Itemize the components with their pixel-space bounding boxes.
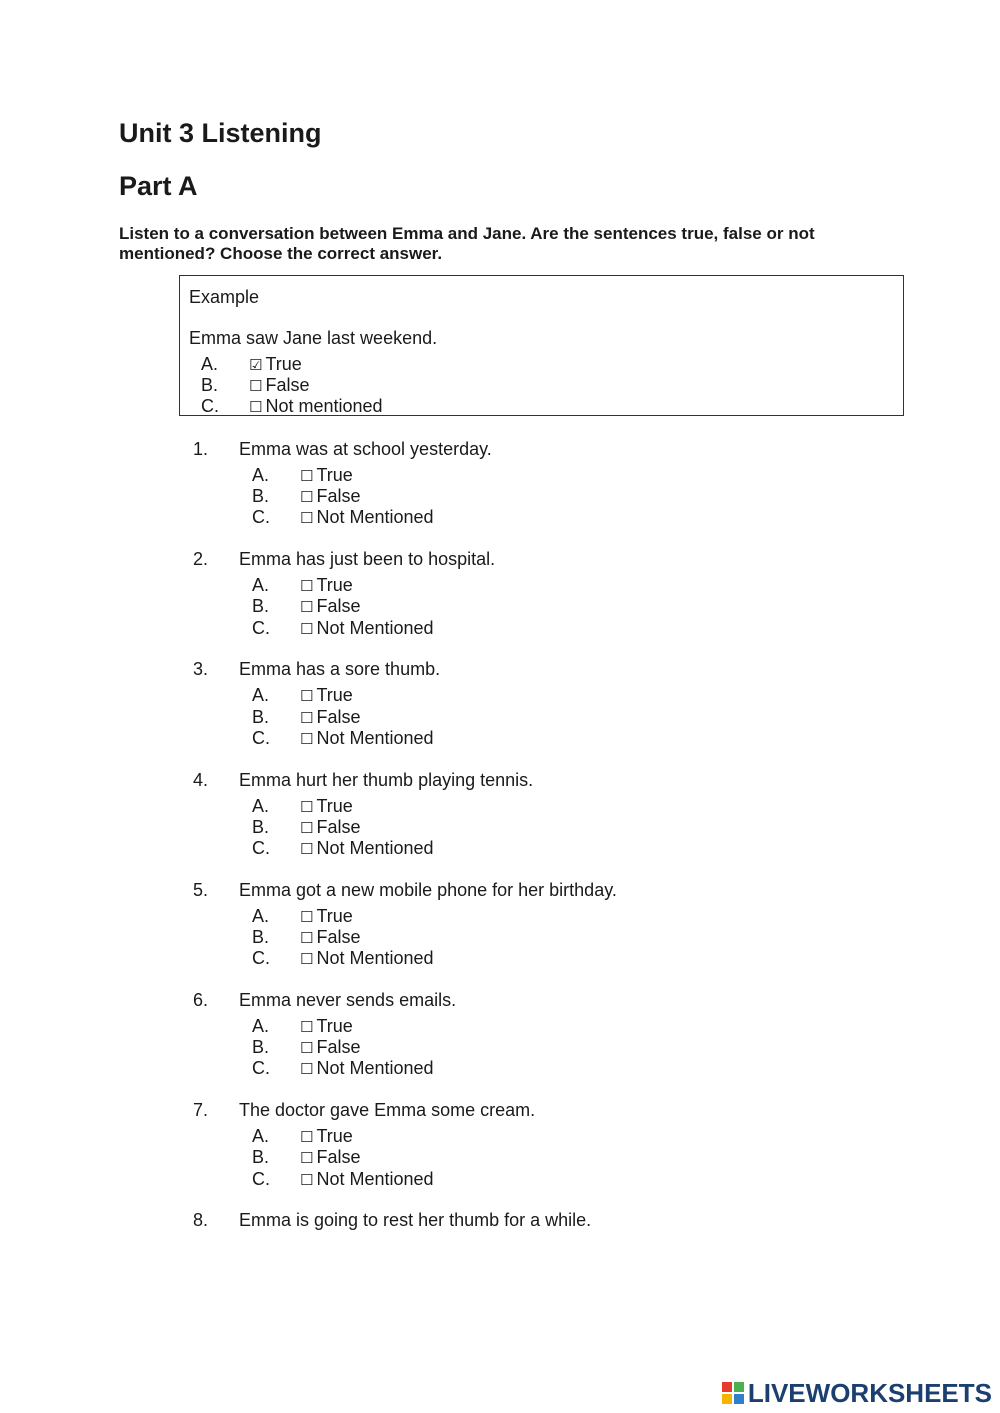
answer-option[interactable] [300,817,360,838]
option-text: False [316,1147,361,1168]
option-text: True [316,1016,353,1036]
question-number: 4. [193,769,209,790]
option-text: True [316,575,353,596]
option-letter: B. [252,816,270,837]
answer-option[interactable] [300,796,353,817]
question-text: The doctor gave Emma some cream. [239,1100,536,1121]
checkbox-icon[interactable]: ☐ [300,1060,314,1079]
answer-option[interactable] [300,1126,353,1147]
part-heading: Part A [119,171,198,201]
checkbox-icon[interactable]: ☐ [300,1170,314,1189]
option-text: True [316,465,353,485]
checkbox-icon[interactable]: ☐ [300,488,314,507]
question-text: Emma got a new mobile phone for her birthday. [239,879,617,900]
question-number: 2. [193,549,209,570]
option-letter: B. [252,706,270,727]
checkbox-icon[interactable]: ☐ [300,797,314,816]
option-text: False [316,927,361,947]
instructions: Listen to a conversation between Emma and Jane. Are the sentences true, false or not mentioned? Choose the correct answer. [119,224,815,263]
question-number: 3. [193,659,209,680]
example-label: Example [189,287,260,307]
example-option-letter: B. [201,375,219,395]
checkbox-icon[interactable]: ☐ [300,1039,314,1058]
question-number: 7. [193,1100,209,1121]
option-letter: C. [252,507,270,528]
worksheet-title: Unit 3 Listening [119,118,322,148]
answer-option[interactable] [300,1016,353,1037]
answer-option[interactable] [300,575,353,596]
option-letter: C. [252,1058,270,1079]
option-letter: A. [252,905,270,926]
option-letter: B. [252,1037,270,1058]
option-text: Not Mentioned [316,1058,434,1079]
option-text: False [316,486,361,507]
checkbox-icon[interactable]: ☐ [300,929,314,947]
answer-option[interactable] [300,1169,434,1190]
checkbox-icon[interactable]: ☐ [300,950,314,969]
checkbox-icon[interactable]: ☐ [300,467,314,485]
example-option-letter: A. [201,354,219,374]
example-option-text: True [265,354,302,374]
liveworksheets-logo [722,1378,992,1408]
option-letter: A. [252,1126,270,1147]
option-text: True [316,795,353,816]
option-text: False [316,816,361,837]
option-text: False [316,706,361,727]
question-number: 5. [193,879,209,900]
question-number: 8. [193,1210,209,1231]
option-text: Not Mentioned [316,1168,434,1189]
option-letter: C. [252,727,270,748]
option-text: Not Mentioned [316,838,434,858]
option-text: Not Mentioned [316,948,434,969]
option-text: Not Mentioned [316,617,434,638]
checkbox-icon[interactable]: ☐ [300,840,314,858]
example-option-text: Not mentioned [265,396,383,416]
checkbox-icon[interactable]: ☐ [300,1018,314,1036]
option-letter: B. [252,596,270,617]
question-number: 1. [193,439,209,459]
answer-option[interactable] [300,685,353,706]
checkbox-icon[interactable]: ☐ [300,729,314,748]
option-text: True [316,1126,353,1147]
option-letter: B. [252,927,270,947]
option-letter: C. [252,838,270,858]
option-letter: C. [252,617,270,638]
question-number: 6. [193,990,209,1010]
option-letter: B. [252,1147,270,1168]
answer-option[interactable] [300,618,434,639]
question-text: Emma has just been to hospital. [239,549,496,570]
checkbox-icon[interactable]: ☐ [300,619,314,638]
checkbox-icon[interactable]: ☐ [249,398,263,416]
example-option-letter: C. [201,396,219,416]
option-text: False [316,596,361,617]
option-letter: A. [252,795,270,816]
option-letter: C. [252,1168,270,1189]
logo-icon [722,1382,744,1404]
option-letter: A. [252,685,270,706]
example-option[interactable] [249,375,309,396]
answer-option[interactable] [300,596,360,617]
option-letter: A. [252,465,270,485]
option-letter: A. [252,575,270,596]
example-option-text: False [265,375,310,395]
question-text: Emma is going to rest her thumb for a while. [239,1210,592,1231]
question-text: Emma hurt her thumb playing tennis. [239,769,534,790]
option-text: True [316,685,353,706]
option-text: True [316,905,353,926]
option-letter: A. [252,1016,270,1036]
option-letter: B. [252,486,270,507]
checkbox-icon[interactable]: ☐ [300,687,314,706]
answer-option[interactable] [300,1147,360,1168]
checkbox-icon[interactable]: ☐ [300,577,314,596]
option-text: Not Mentioned [316,727,434,748]
logo-text: LIVEWORKSHEETS [747,1377,992,1408]
answer-option[interactable] [300,1058,434,1079]
checkbox-icon[interactable]: ☐ [300,509,314,528]
checkbox-icon[interactable]: ☐ [300,598,314,617]
option-text: Not Mentioned [316,507,434,528]
question-text: Emma was at school yesterday. [239,439,492,459]
checkbox-icon[interactable]: ☐ [300,818,314,837]
checkbox-icon[interactable]: ☐ [300,1149,314,1168]
checkbox-icon[interactable]: ☐ [249,377,263,395]
example-option[interactable] [249,396,383,417]
question-text: Emma never sends emails. [239,990,457,1010]
answer-option[interactable] [300,838,434,859]
checkbox-icon[interactable]: ☐ [300,907,314,926]
checkbox-icon[interactable]: ☐ [300,1128,314,1147]
answer-option[interactable] [300,465,353,486]
answer-option[interactable] [300,1037,360,1058]
checkbox-icon[interactable]: ☑ [249,356,263,374]
answer-option[interactable] [300,486,360,507]
answer-option[interactable] [300,927,360,948]
option-letter: C. [252,948,270,969]
example-sentence: Emma saw Jane last weekend. [189,328,438,348]
answer-option[interactable] [300,728,434,749]
option-text: False [316,1037,361,1058]
checkbox-icon[interactable]: ☐ [300,708,314,727]
answer-option[interactable] [300,906,353,927]
answer-option[interactable] [300,707,360,728]
answer-option[interactable] [300,507,434,528]
example-option[interactable] [249,354,302,375]
question-text: Emma has a sore thumb. [239,659,441,680]
answer-option[interactable] [300,948,434,969]
